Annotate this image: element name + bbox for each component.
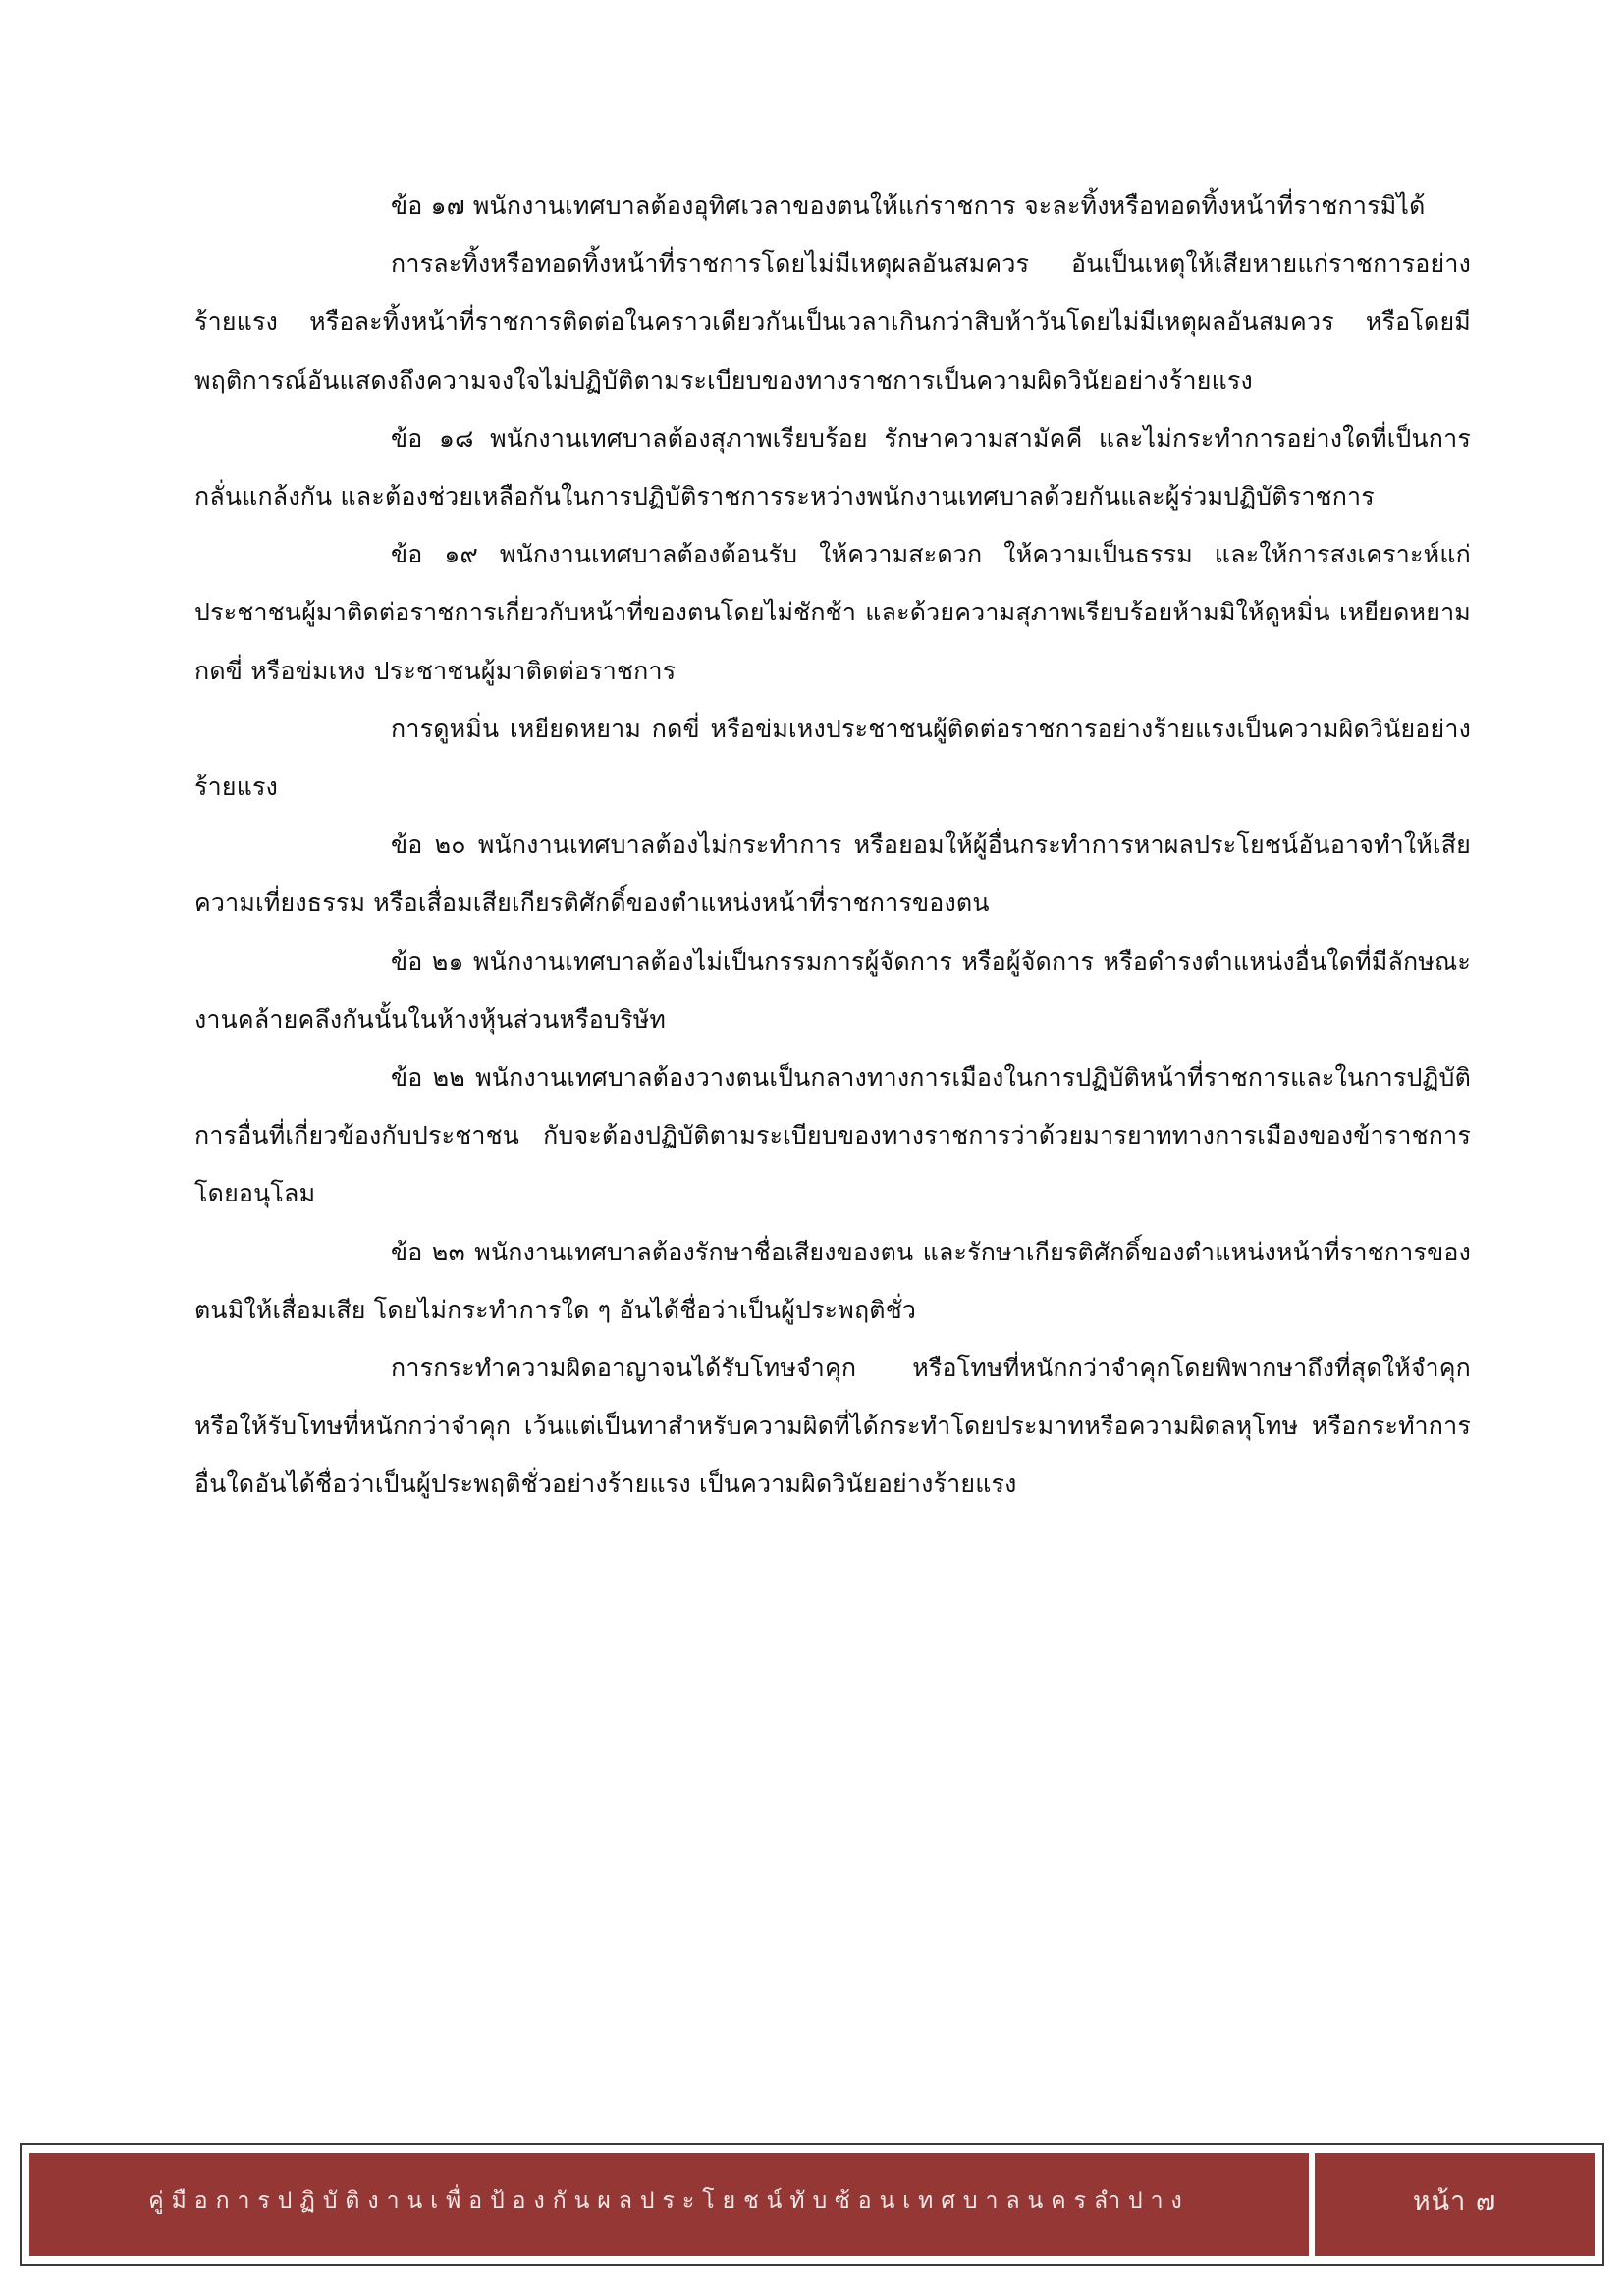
footer-bar: [29, 2153, 1595, 2256]
paragraph-article-17-detail: การละทิ้งหรือทอดทิ้งหน้าที่ราชการโดยไม่มีเหตุผลอันสมควร อันเป็นเหตุให้เสียหายแก่ราชการอย่างร้ายแรง หรือละทิ้งหน้าที่ราชการติดต่อในคราวเดียวกันเป็นเวลาเกินกว่าสิบห้าวันโดยไม่มีเหตุผลอันสมควร หรือโดยมีพฤติการณ์อันแสดงถึงความจงใจไม่ปฏิบัติตามระเบียบของทางราชการเป็นความผิดวินัยอย่างร้ายแรง: [194, 249, 1471, 395]
paragraph-article-20: ข้อ ๒๐ พนักงานเทศบาลต้องไม่กระทำการ หรือยอมให้ผู้อื่นกระทำการหาผลประโยชน์อันอาจทำให้เสียความเที่ยงธรรม หรือเสื่อมเสียเกียรติศักดิ์ของตำแหน่งหน้าที่ราชการของตน: [194, 830, 1471, 918]
page-footer: [20, 2143, 1604, 2266]
paragraph-article-19: ข้อ ๑๙ พนักงานเทศบาลต้องต้อนรับ ให้ความสะดวก ให้ความเป็นธรรม และให้การสงเคราะห์แก่ประชาชนผู้มาติดต่อราชการเกี่ยวกับหน้าที่ของตนโดยไม่ชักช้า และด้วยความสุภาพเรียบร้อยห้ามมิให้ดูหมิ่น เหยียดหยาม กดขี่ หรือข่มเหง ประชาชนผู้มาติดต่อราชการ: [194, 540, 1471, 685]
paragraph-article-22: ข้อ ๒๒ พนักงานเทศบาลต้องวางตนเป็นกลางทางการเมืองในการปฏิบัติหน้าที่ราชการและในการปฏิบัติการอื่นที่เกี่ยวข้องกับประชาชน กับจะต้องปฏิบัติตามระเบียบของทางราชการว่าด้วยมารยาททางการเมืองของข้าราชการโดยอนุโลม: [194, 1063, 1471, 1208]
paragraph-article-21: ข้อ ๒๑ พนักงานเทศบาลต้องไม่เป็นกรรมการผู้จัดการ หรือผู้จัดการ หรือดำรงตำแหน่งอื่นใดที่มีลักษณะงานคล้ายคลึงกันนั้นในห้างหุ้นส่วนหรือบริษัท: [194, 946, 1471, 1034]
paragraph-article-23: ข้อ ๒๓ พนักงานเทศบาลต้องรักษาชื่อเสียงของตน และรักษาเกียรติศักดิ์ของตำแหน่งหน้าที่ราชการของตนมิให้เสื่อมเสีย โดยไม่กระทำการใด ๆ อันได้ชื่อว่าเป็นผู้ประพฤติชั่ว: [194, 1237, 1471, 1324]
page-number: หน้า ๗: [1315, 2153, 1595, 2256]
paragraph-article-19-detail: การดูหมิ่น เหยียดหยาม กดขี่ หรือข่มเหงประชาชนผู้ติดต่อราชการอย่างร้ายแรงเป็นความผิดวินัยอย่างร้ายแรง: [194, 714, 1471, 802]
paragraph-article-23-detail: การกระทำความผิดอาญาจนได้รับโทษจำคุก หรือโทษที่หนักกว่าจำคุกโดยพิพากษาถึงที่สุดให้จำคุก หรือให้รับโทษที่หนักกว่าจำคุก เว้นแต่เป็นทาสำหรับความผิดที่ได้กระทำโดยประมาทหรือความผิดลหุโทษ หรือกระทำการอื่นใดอันได้ชื่อว่าเป็นผู้ประพฤติชั่วอย่างร้ายแรง เป็นความผิดวินัยอย่างร้ายแรง: [194, 1354, 1471, 1499]
document-body: [194, 177, 1471, 1514]
paragraph-article-17: ข้อ ๑๗ พนักงานเทศบาลต้องอุทิศเวลาของตนให้แก่ราชการ จะละทิ้งหรือทอดทิ้งหน้าที่ราชการมิได้: [391, 191, 1426, 220]
paragraph-article-18: ข้อ ๑๘ พนักงานเทศบาลต้องสุภาพเรียบร้อย รักษาความสามัคคี และไม่กระทำการอย่างใดที่เป็นการกลั่นแกล้งกัน และต้องช่วยเหลือกันในการปฏิบัติราชการระหว่างพนักงานเทศบาลด้วยกันและผู้ร่วมปฏิบัติราชการ: [194, 423, 1471, 511]
footer-title: คู่มือการปฏิบัติงานเพื่อป้องกันผลประโยชน์ทับซ้อนเทศบาลนครลำปาง: [29, 2153, 1309, 2256]
